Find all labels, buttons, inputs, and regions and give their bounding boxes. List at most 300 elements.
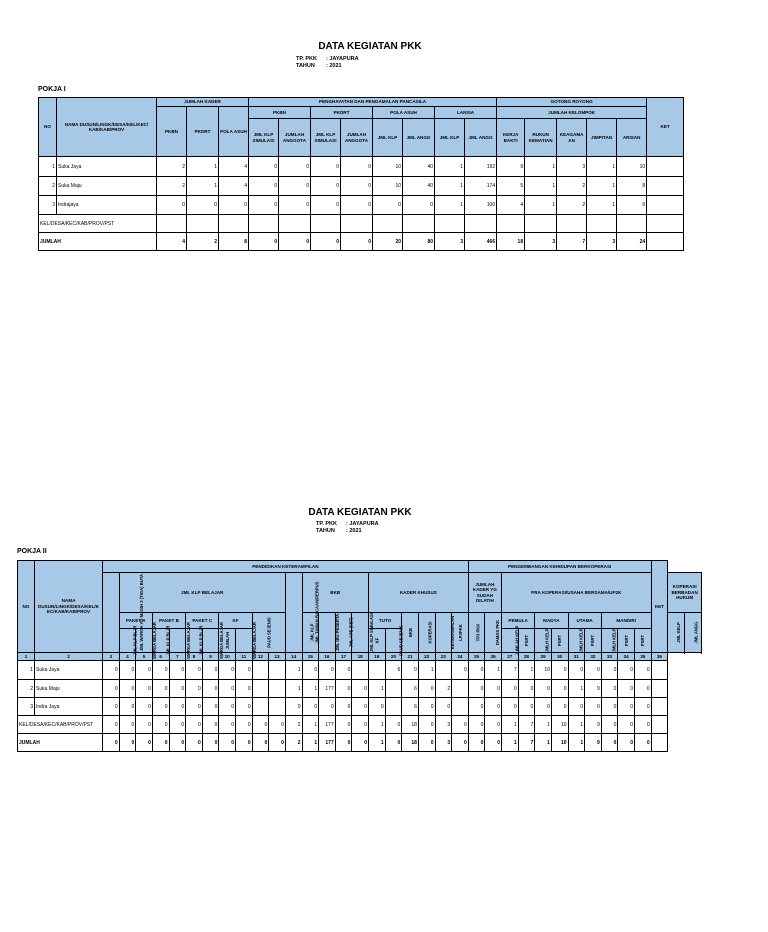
row-value: 0 xyxy=(551,680,568,698)
col-sub-label: JML KLP xyxy=(308,623,314,642)
col-no: NO xyxy=(39,98,57,157)
row-value: 5 xyxy=(497,177,525,196)
page-title-1: DATA KEGIATAN PKK xyxy=(318,41,422,52)
col-number: 19 xyxy=(369,653,386,661)
row-value: 1 xyxy=(568,716,585,734)
col-sub xyxy=(202,622,224,659)
group-paket-c: PAKET C xyxy=(186,613,219,629)
col-sub xyxy=(418,613,435,653)
row-ket xyxy=(651,734,668,752)
col-number: 22 xyxy=(418,653,435,661)
col-sub xyxy=(601,629,618,653)
row-value: 0 xyxy=(236,661,253,680)
group-pkdrt: PKDRT xyxy=(311,107,373,119)
col-number: 17 xyxy=(335,653,352,661)
row-value: 0 xyxy=(352,698,369,716)
row-value: 0 xyxy=(186,716,203,734)
row-value xyxy=(452,698,469,716)
row-value: 1 xyxy=(285,661,302,680)
col-sub-label: JML IBU PESERTA xyxy=(335,613,341,652)
row-value: 0 xyxy=(187,196,219,215)
row-value: 20 xyxy=(373,233,403,251)
row-value: 0 xyxy=(601,734,618,752)
row-value xyxy=(617,215,647,233)
row-value: 0 xyxy=(119,680,136,698)
tp-value: : JAYAPURA xyxy=(346,521,379,527)
col-sub-label: JMLH KELP xyxy=(544,628,550,653)
col-sub-label: JML KLP BLJR xyxy=(132,625,138,656)
col-sub-label: JML KELP xyxy=(676,622,682,643)
row-value: 0 xyxy=(518,698,535,716)
row-value: 1 xyxy=(502,734,519,752)
col-nama: NAMA DUSUN/LINGK/DESA/KEL/K EC/KAB/KAB/PROV xyxy=(35,561,103,653)
row-value: 1 xyxy=(435,157,465,177)
tp-label: TP. PKK xyxy=(316,521,337,527)
row-value: 0 xyxy=(311,233,341,251)
row-ket xyxy=(651,661,668,680)
row-ket xyxy=(647,233,684,251)
pokja-1-label: POKJA I xyxy=(38,86,66,93)
row-value: 0 xyxy=(452,734,469,752)
row-value: 0 xyxy=(502,698,519,716)
row-value: 0 xyxy=(202,661,219,680)
row-value: 0 xyxy=(269,734,286,752)
row-value: 0 xyxy=(468,661,485,680)
table-row xyxy=(39,215,684,233)
row-value xyxy=(465,215,497,233)
row-value: 0 xyxy=(236,698,253,716)
row-value: 1 xyxy=(302,680,319,698)
row-value: 40 xyxy=(403,177,435,196)
col-number: 18 xyxy=(352,653,369,661)
row-value: 1 xyxy=(535,734,552,752)
col-header: JML ANGG xyxy=(403,119,435,157)
col-header: JUMLAH ANGGOTA xyxy=(341,119,373,157)
row-value xyxy=(403,215,435,233)
col-sub xyxy=(518,629,535,653)
col-number: 31 xyxy=(568,653,585,661)
row-value: 0 xyxy=(219,196,249,215)
row-value: 0 xyxy=(418,698,435,716)
row-value: 0 xyxy=(618,661,635,680)
col-number: 4 xyxy=(119,653,136,661)
row-value: 10 xyxy=(373,157,403,177)
row-no: 2 xyxy=(39,177,57,196)
col-ket: KET xyxy=(647,98,684,157)
row-value: 0 xyxy=(136,661,153,680)
row-value: 0 xyxy=(635,716,652,734)
row-no: 1 xyxy=(18,661,35,680)
row-value: 466 xyxy=(465,233,497,251)
group-lansia: LANSIA xyxy=(435,107,497,119)
row-value: 0 xyxy=(618,680,635,698)
row-value: 0 xyxy=(385,734,402,752)
col-header: RUKUN KEMATIAN xyxy=(525,119,557,157)
row-value: 0 xyxy=(601,698,618,716)
row-value: 2 xyxy=(557,196,587,215)
col-number: 27 xyxy=(502,653,519,661)
row-name: Indra Jaya xyxy=(35,698,103,716)
row-value: 0 xyxy=(152,680,169,698)
row-value: 0 xyxy=(152,734,169,752)
row-value: 0 xyxy=(119,661,136,680)
row-value: 2 xyxy=(435,680,452,698)
row-value xyxy=(452,680,469,698)
row-value: 1 xyxy=(525,196,557,215)
col-sub-label: KETERAMPILAN xyxy=(449,615,455,650)
row-value: 1 xyxy=(502,716,519,734)
col-sub-label: WARGA BELAJAR xyxy=(218,622,224,659)
col-pola-asuh: POLA ASUH xyxy=(219,107,249,157)
row-value: 80 xyxy=(403,233,435,251)
col-number: 36 xyxy=(651,653,668,661)
row-value: 0 xyxy=(169,734,186,752)
row-value: 0 xyxy=(335,734,352,752)
col-number: 30 xyxy=(551,653,568,661)
year-value: : 2021 xyxy=(326,63,342,69)
row-value: 9 xyxy=(497,157,525,177)
tp-label: TP. PKK xyxy=(296,56,317,62)
col-number: 34 xyxy=(618,653,635,661)
row-value: 0 xyxy=(169,698,186,716)
row-value xyxy=(373,215,403,233)
col-header: JML KLP xyxy=(435,119,465,157)
row-value: 1 xyxy=(418,661,435,680)
row-value: 2 xyxy=(157,177,187,196)
row-value: 4 xyxy=(497,196,525,215)
col-number: 7 xyxy=(169,653,186,661)
col-sub xyxy=(435,613,455,653)
col-number: 12 xyxy=(252,653,269,661)
row-value: 0 xyxy=(136,698,153,716)
row-value: 2 xyxy=(285,734,302,752)
row-value: 1 xyxy=(525,157,557,177)
group-kf: KF xyxy=(219,613,252,629)
row-value: 0 xyxy=(279,177,311,196)
row-value: 0 xyxy=(279,233,311,251)
row-ket xyxy=(647,196,684,215)
row-value: 0 xyxy=(169,716,186,734)
col-warga-buta-label: JML WARGA YG MASIH 3 (TIGA) BUTA xyxy=(139,573,145,652)
col-sub xyxy=(319,613,341,653)
row-value: 0 xyxy=(385,716,402,734)
row-value: 0 xyxy=(202,680,219,698)
col-sub xyxy=(668,613,685,653)
col-sub-label: PSRT xyxy=(523,634,529,647)
row-value: 0 xyxy=(252,716,269,734)
row-ket xyxy=(647,215,684,233)
row-value: 18 xyxy=(497,233,525,251)
row-value: 0 xyxy=(219,734,236,752)
col-sub-label: PSRT xyxy=(640,634,646,647)
row-no: 2 xyxy=(18,680,35,698)
row-value: 1 xyxy=(587,157,617,177)
row-value xyxy=(385,698,402,716)
table-row xyxy=(18,680,702,698)
group-paket-a: PAKET A xyxy=(119,613,152,629)
row-value: 0 xyxy=(136,734,153,752)
row-value: 10 xyxy=(617,157,647,177)
row-value: 0 xyxy=(186,661,203,680)
row-value: 0 xyxy=(136,680,153,698)
row-value: 1 xyxy=(435,196,465,215)
row-value: 10 xyxy=(373,177,403,196)
row-value: 6 xyxy=(402,698,419,716)
row-value: 3 xyxy=(557,157,587,177)
row-value: 0 xyxy=(335,661,352,680)
col-sub-label: JUMLAH xyxy=(225,631,231,650)
group-madya: MADYA xyxy=(535,613,568,629)
row-value xyxy=(385,680,402,698)
row-value: 0 xyxy=(601,661,618,680)
group-pemula: PEMULA xyxy=(502,613,535,629)
row-value: 0 xyxy=(319,698,336,716)
row-value xyxy=(497,215,525,233)
row-value: 0 xyxy=(103,680,120,698)
table-row xyxy=(39,177,684,196)
row-name: KEL/DESA/KEC/KAB/PROV/PST xyxy=(18,716,103,734)
row-value: 0 xyxy=(468,716,485,734)
row-value xyxy=(435,215,465,233)
col-sub-label: KOPERASI xyxy=(427,621,433,644)
row-value: 0 xyxy=(236,716,253,734)
col-sub-label: PSRT xyxy=(623,634,629,647)
row-value: 0 xyxy=(103,698,120,716)
row-value: 0 xyxy=(601,716,618,734)
row-value: 0 xyxy=(635,680,652,698)
col-number: 3 xyxy=(103,653,120,661)
col-number: 33 xyxy=(601,653,618,661)
row-value: 0 xyxy=(585,661,602,680)
col-paud-label: PAUD SEJENIS xyxy=(266,617,272,648)
row-value: 0 xyxy=(402,661,419,680)
row-value: 0 xyxy=(157,196,187,215)
row-value: 2 xyxy=(557,177,587,196)
col-pkbn: PKBN xyxy=(157,107,187,157)
group-penghayatan: PENGHAYATAN DAN PENGAMALAN PANCASILA xyxy=(249,98,497,107)
group-utama: UTAMA xyxy=(568,613,601,629)
col-number: 10 xyxy=(219,653,236,661)
row-value: 9 xyxy=(585,734,602,752)
table-row xyxy=(18,661,702,680)
table-row xyxy=(39,233,684,251)
row-value: 0 xyxy=(369,698,386,716)
col-sub-label: JML KLP BLJR xyxy=(165,625,171,656)
row-value: 0 xyxy=(202,716,219,734)
col-taman-bacaan-label: JML TAMAN BACAAN/PERPUS xyxy=(314,581,320,644)
row-name: JUMLAH xyxy=(39,233,157,251)
col-pkdrt: PKDRT xyxy=(187,107,219,157)
row-value: 1 xyxy=(518,661,535,680)
row-value: 0 xyxy=(618,734,635,752)
row-value: 0 xyxy=(119,734,136,752)
row-value: 4 xyxy=(219,177,249,196)
year-label: TAHUN xyxy=(316,528,335,534)
row-value: 1 xyxy=(369,680,386,698)
row-name: Suka Maju xyxy=(35,680,103,698)
col-sub xyxy=(402,613,419,653)
group-klp-belajar: JML KLP BELAJAR xyxy=(119,573,285,613)
row-ket xyxy=(651,680,668,698)
col-sub-label: JML KLP SIMULASI xyxy=(369,613,375,652)
group-jumlah-kelompok: JUMLAH KELOMPOK xyxy=(497,107,647,119)
col-number: 13 xyxy=(269,653,286,661)
group-pola-asuh: POLA ASUH xyxy=(373,107,435,119)
col-ket: KET xyxy=(651,561,668,653)
col-header: JML KLP SIMULASI xyxy=(311,119,341,157)
table-row xyxy=(18,716,702,734)
col-number: 26 xyxy=(485,653,502,661)
row-value: 0 xyxy=(311,177,341,196)
year-label: TAHUN xyxy=(296,63,315,69)
row-value xyxy=(435,661,452,680)
row-value: 0 xyxy=(341,157,373,177)
col-sub xyxy=(535,629,552,653)
row-value: 0 xyxy=(618,716,635,734)
col-paud xyxy=(252,613,285,653)
row-name: Suka Jaya xyxy=(57,157,157,177)
row-value: 0 xyxy=(302,698,319,716)
row-value: 0 xyxy=(635,661,652,680)
group-tuto: TUTO xyxy=(369,613,402,629)
col-header: JML ANGG xyxy=(465,119,497,157)
row-value: 0 xyxy=(485,734,502,752)
row-value: 0 xyxy=(418,680,435,698)
row-value: 0 xyxy=(269,716,286,734)
row-value: 0 xyxy=(249,233,279,251)
row-value: 0 xyxy=(418,716,435,734)
col-sub xyxy=(684,613,701,653)
col-number: 29 xyxy=(535,653,552,661)
col-sub-label: WARGA BELAJAR xyxy=(185,622,191,659)
row-name: Indrajaya xyxy=(57,196,157,215)
row-value: 8 xyxy=(617,177,647,196)
row-value: 0 xyxy=(103,734,120,752)
col-number: 5 xyxy=(136,653,153,661)
row-value xyxy=(279,215,311,233)
row-value: 8 xyxy=(219,233,249,251)
row-value: 0 xyxy=(103,716,120,734)
row-value: 0 xyxy=(341,177,373,196)
row-value: 0 xyxy=(502,680,519,698)
row-value: 7 xyxy=(502,661,519,680)
col-sub-label: PSRT xyxy=(557,634,563,647)
row-value: 0 xyxy=(618,698,635,716)
row-value: 0 xyxy=(485,716,502,734)
col-sub xyxy=(551,629,568,653)
col-number: 8 xyxy=(186,653,203,661)
group-bkb: BKB xyxy=(302,573,369,613)
row-value: 0 xyxy=(468,698,485,716)
row-value: 0 xyxy=(202,734,219,752)
col-sub-label: DAMAS PKK xyxy=(495,619,501,646)
row-value: 0 xyxy=(219,698,236,716)
row-value: 0 xyxy=(403,196,435,215)
col-number: 35 xyxy=(635,653,652,661)
row-value: 0 xyxy=(311,157,341,177)
col-number: 20 xyxy=(385,653,402,661)
row-value: 0 xyxy=(119,698,136,716)
meta-block-2 xyxy=(316,521,379,535)
page-title-2: DATA KEGIATAN PKK xyxy=(308,507,412,518)
row-value: 0 xyxy=(418,734,435,752)
row-value: 0 xyxy=(302,661,319,680)
col-sub-label: PAUD SEJENIS xyxy=(398,625,404,656)
row-value: 0 xyxy=(585,698,602,716)
row-value: 0 xyxy=(249,196,279,215)
col-no: NO xyxy=(18,561,35,653)
col-number: 11 xyxy=(236,653,253,661)
row-value: 0 xyxy=(219,716,236,734)
col-sub xyxy=(385,625,404,656)
row-value: 0 xyxy=(551,661,568,680)
row-value: 3 xyxy=(525,233,557,251)
col-sub-label: JUMLAH KELP xyxy=(514,625,520,656)
row-value: 0 xyxy=(635,734,652,752)
row-value: 0 xyxy=(249,157,279,177)
col-number: 32 xyxy=(585,653,602,661)
col-sub-label: PSRT xyxy=(590,634,596,647)
row-value: 0 xyxy=(535,698,552,716)
group-kader-khusus: KADER KHUSUS xyxy=(369,573,469,613)
row-value xyxy=(557,215,587,233)
col-sub xyxy=(119,625,138,656)
col-number: 9 xyxy=(202,653,219,661)
row-value: 4 xyxy=(219,157,249,177)
row-value xyxy=(252,680,269,698)
col-number: 24 xyxy=(452,653,469,661)
col-sub-label: JML KLP BLJR xyxy=(198,625,204,656)
row-value: 177 xyxy=(319,716,336,734)
row-ket xyxy=(647,157,684,177)
row-value: 0 xyxy=(452,661,469,680)
row-value: 10 xyxy=(535,661,552,680)
row-value xyxy=(252,661,269,680)
col-sub-label: LP3PKK xyxy=(457,624,463,641)
col-number: 1 xyxy=(18,653,35,661)
row-value: 0 xyxy=(219,661,236,680)
row-value: 0 xyxy=(435,698,452,716)
col-header: KEAGAMA AN xyxy=(557,119,587,157)
col-sub-label: KF xyxy=(374,637,380,644)
row-value: 0 xyxy=(518,680,535,698)
row-ket xyxy=(647,177,684,196)
tp-value: : JAYAPURA xyxy=(326,56,359,62)
row-value: 0 xyxy=(568,698,585,716)
row-value: 0 xyxy=(535,680,552,698)
col-sub-label: WARGA BELAJAR xyxy=(152,622,158,659)
row-value xyxy=(525,215,557,233)
col-number: 23 xyxy=(435,653,452,661)
col-sub xyxy=(502,625,520,656)
row-value: 6 xyxy=(617,196,647,215)
group-pendidikan: PENDIDIKAN KETERAMPILAN xyxy=(103,561,469,573)
col-sub xyxy=(169,622,191,659)
row-value: 3 xyxy=(435,734,452,752)
row-value: 0 xyxy=(468,680,485,698)
row-name: Suka Maju xyxy=(57,177,157,196)
row-value: 9 xyxy=(585,716,602,734)
row-value: 3 xyxy=(435,233,465,251)
row-value: 18 xyxy=(402,734,419,752)
row-name: KEL/DESA/KEC/KAB/PROV/PST xyxy=(39,215,157,233)
row-value xyxy=(252,698,269,716)
col-sub xyxy=(468,613,485,653)
row-value: 0 xyxy=(169,661,186,680)
pokja-1-table xyxy=(38,97,684,251)
table-row xyxy=(18,698,702,716)
row-no: 1 xyxy=(39,157,57,177)
